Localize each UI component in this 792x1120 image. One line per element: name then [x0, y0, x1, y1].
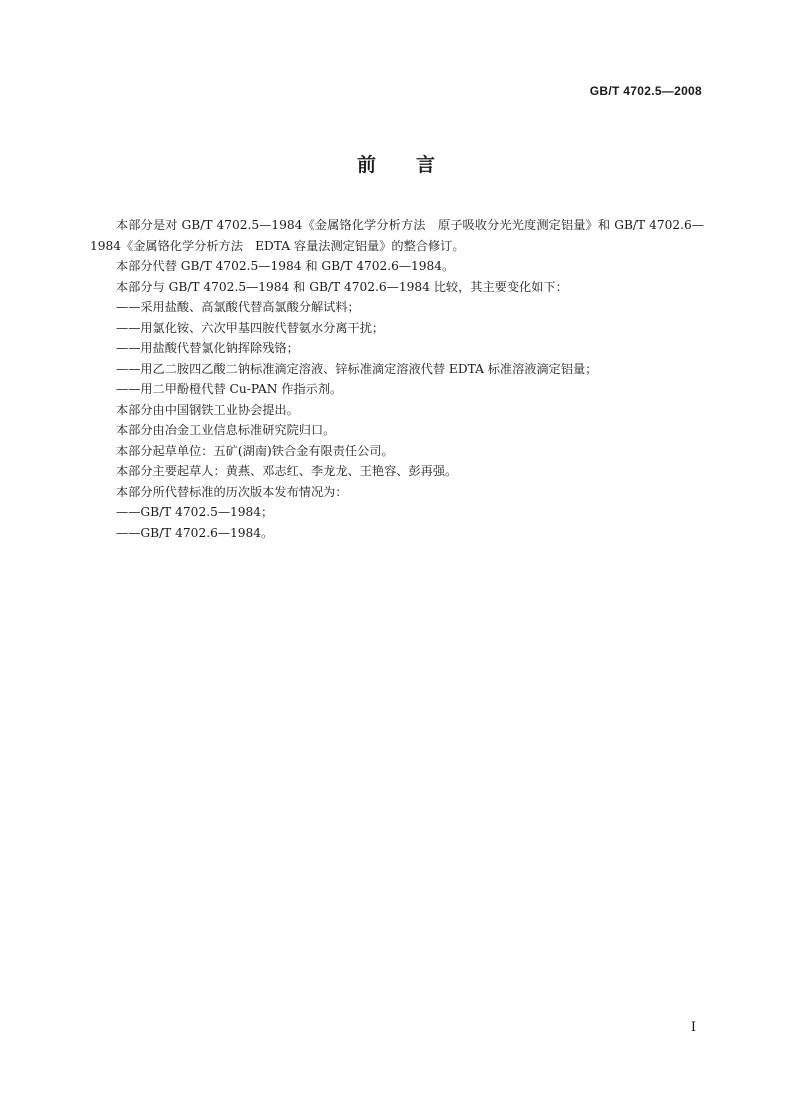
change-item: ——用氯化铵、六次甲基四胺代替氨水分离干扰；: [116, 320, 385, 335]
change-item: ——用乙二胺四乙酸二钠标准滴定溶液、锌标准滴定溶液代替 EDTA 标准溶液滴定铝量；: [116, 361, 598, 376]
foreword-paragraph-changes-intro: 本部分与 GB/T 4702.5—1984 和 GB/T 4702.6—1984 比较，其主要变化如下：: [116, 279, 568, 294]
standard-code: GB/T 4702.5—2008: [589, 84, 702, 98]
history-item: ——GB/T 4702.5—1984；: [116, 505, 274, 519]
foreword-paragraph-drafters: 本部分主要起草人：黄燕、邓志红、李龙龙、王艳容、彭再强。: [116, 464, 458, 478]
foreword-paragraph-replaces: 本部分代替 GB/T 4702.5—1984 和 GB/T 4702.6—1984。: [116, 259, 455, 273]
foreword-paragraph-drafting-unit: 本部分起草单位：五矿(湖南)铁合金有限责任公司。: [116, 443, 394, 458]
change-item: ——采用盐酸、高氯酸代替高氯酸分解试料；: [116, 300, 360, 314]
page-title: 前言: [356, 154, 475, 176]
foreword-paragraph-under-jurisdiction: 本部分由冶金工业信息标准研究院归口。: [116, 423, 336, 437]
foreword-body: [90, 215, 704, 543]
change-item: ——用盐酸代替氯化钠挥除残铬；: [116, 341, 299, 355]
foreword-paragraph-proposed-by: 本部分由中国钢铁工业协会提出。: [116, 402, 299, 417]
page-number: I: [690, 1020, 696, 1035]
foreword-paragraph-history-intro: 本部分所代替标准的历次版本发布情况为：: [116, 484, 348, 499]
history-item: ——GB/T 4702.6—1984。: [116, 525, 274, 540]
foreword-paragraph-scope: 本部分是对 GB/T 4702.5—1984《金属铬化学分析方法 原子吸收分光光度测定铝量》和 GB/T 4702.6—1984《金属铬化学分析方法 EDTA 容量法测定铝量》的整合修订。: [90, 218, 704, 253]
change-item: ——用二甲酚橙代替 Cu-PAN 作指示剂。: [116, 382, 343, 396]
